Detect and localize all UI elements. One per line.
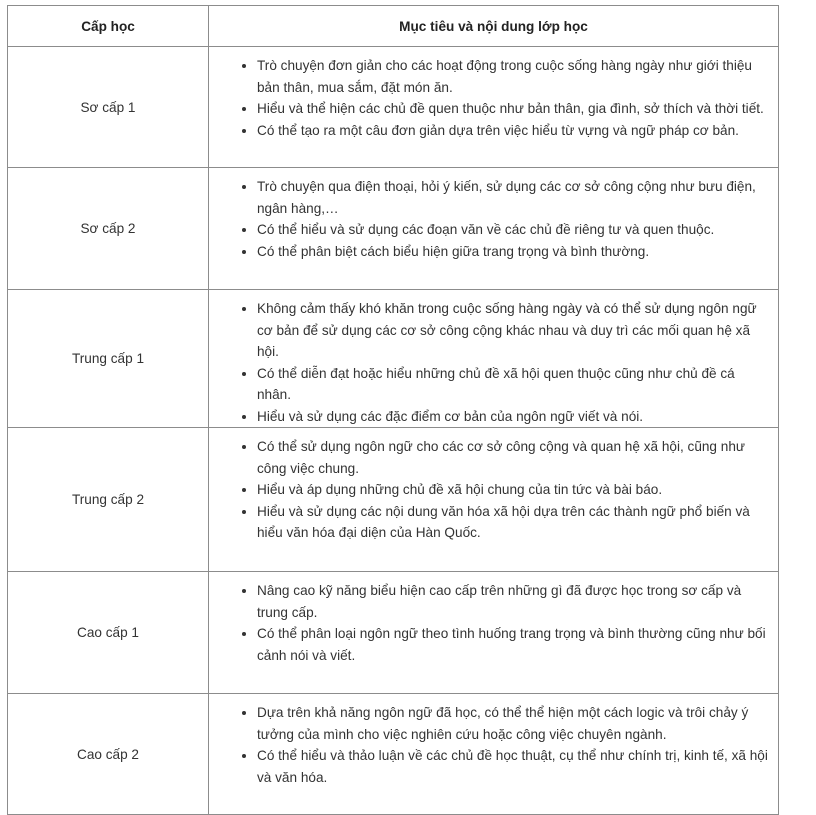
list-item: • Không cảm thấy khó khăn trong cuộc sống hàng ngày và có thể sử dụng ngôn ngữ cơ bản để sử dụng các cơ sở công cộng khác nhau và duy trì các mối quan hệ xã hội. <box>257 298 768 363</box>
list-item: • Có thể hiểu và thảo luận về các chủ đề học thuật, cụ thể như chính trị, kinh tế, xã hội và văn hóa. <box>257 745 768 788</box>
content-cell <box>209 168 779 290</box>
level-cell: Sơ cấp 2 <box>8 168 209 290</box>
content-cell <box>209 572 779 694</box>
list-item: • Có thể hiểu và sử dụng các đoạn văn về các chủ đề riêng tư và quen thuộc. <box>257 219 768 241</box>
list-item: • Hiểu và áp dụng những chủ đề xã hội chung của tin tức và bài báo. <box>257 479 768 501</box>
content-cell <box>209 290 779 428</box>
table-row <box>8 168 779 290</box>
objective-list <box>229 436 768 544</box>
header-level: Cấp học <box>8 6 209 47</box>
list-item: • Có thể phân biệt cách biểu hiện giữa trang trọng và bình thường. <box>257 241 768 263</box>
level-cell: Cao cấp 1 <box>8 572 209 694</box>
objective-list <box>229 298 768 427</box>
level-cell: Cao cấp 2 <box>8 694 209 815</box>
level-cell: Sơ cấp 1 <box>8 47 209 168</box>
header-content: Mục tiêu và nội dung lớp học <box>209 6 779 47</box>
content-cell <box>209 428 779 572</box>
level-cell: Trung cấp 2 <box>8 428 209 572</box>
content-cell <box>209 47 779 168</box>
table-row <box>8 47 779 168</box>
list-item: • Hiểu và thể hiện các chủ đề quen thuộc như bản thân, gia đình, sở thích và thời tiết. <box>257 98 768 120</box>
objective-list <box>229 580 768 666</box>
objective-list <box>229 702 768 788</box>
objective-list <box>229 176 768 262</box>
curriculum-table <box>7 5 779 815</box>
list-item: • Trò chuyện qua điện thoại, hỏi ý kiến, sử dụng các cơ sở công cộng như bưu điện, ngân hàng,… <box>257 176 768 219</box>
list-item: • Nâng cao kỹ năng biểu hiện cao cấp trên những gì đã được học trong sơ cấp và trung cấp. <box>257 580 768 623</box>
table-row <box>8 572 779 694</box>
table-row <box>8 290 779 428</box>
objective-list <box>229 55 768 141</box>
list-item: • Có thể diễn đạt hoặc hiểu những chủ đề xã hội quen thuộc cũng như chủ đề cá nhân. <box>257 363 768 406</box>
list-item: • Dựa trên khả năng ngôn ngữ đã học, có thể thể hiện một cách logic và trôi chảy ý tưởng của mình cho việc nghiên cứu hoặc công việc chuyên ngành. <box>257 702 768 745</box>
list-item: • Hiểu và sử dụng các đặc điểm cơ bản của ngôn ngữ viết và nói. <box>257 406 768 428</box>
table-row <box>8 694 779 815</box>
content-cell <box>209 694 779 815</box>
list-item: • Có thể sử dụng ngôn ngữ cho các cơ sở công cộng và quan hệ xã hội, cũng như công việc chung. <box>257 436 768 479</box>
list-item: • Hiểu và sử dụng các nội dung văn hóa xã hội dựa trên các thành ngữ phổ biến và hiểu văn hóa đại diện của Hàn Quốc. <box>257 501 768 544</box>
list-item: • Có thể phân loại ngôn ngữ theo tình huống trang trọng và bình thường cũng như bối cảnh nói và viết. <box>257 623 768 666</box>
level-cell: Trung cấp 1 <box>8 290 209 428</box>
list-item: • Trò chuyện đơn giản cho các hoạt động trong cuộc sống hàng ngày như giới thiệu bản thân, mua sắm, đặt món ăn. <box>257 55 768 98</box>
table-row <box>8 428 779 572</box>
list-item: • Có thể tạo ra một câu đơn giản dựa trên việc hiểu từ vựng và ngữ pháp cơ bản. <box>257 120 768 142</box>
table-header-row <box>8 6 779 47</box>
